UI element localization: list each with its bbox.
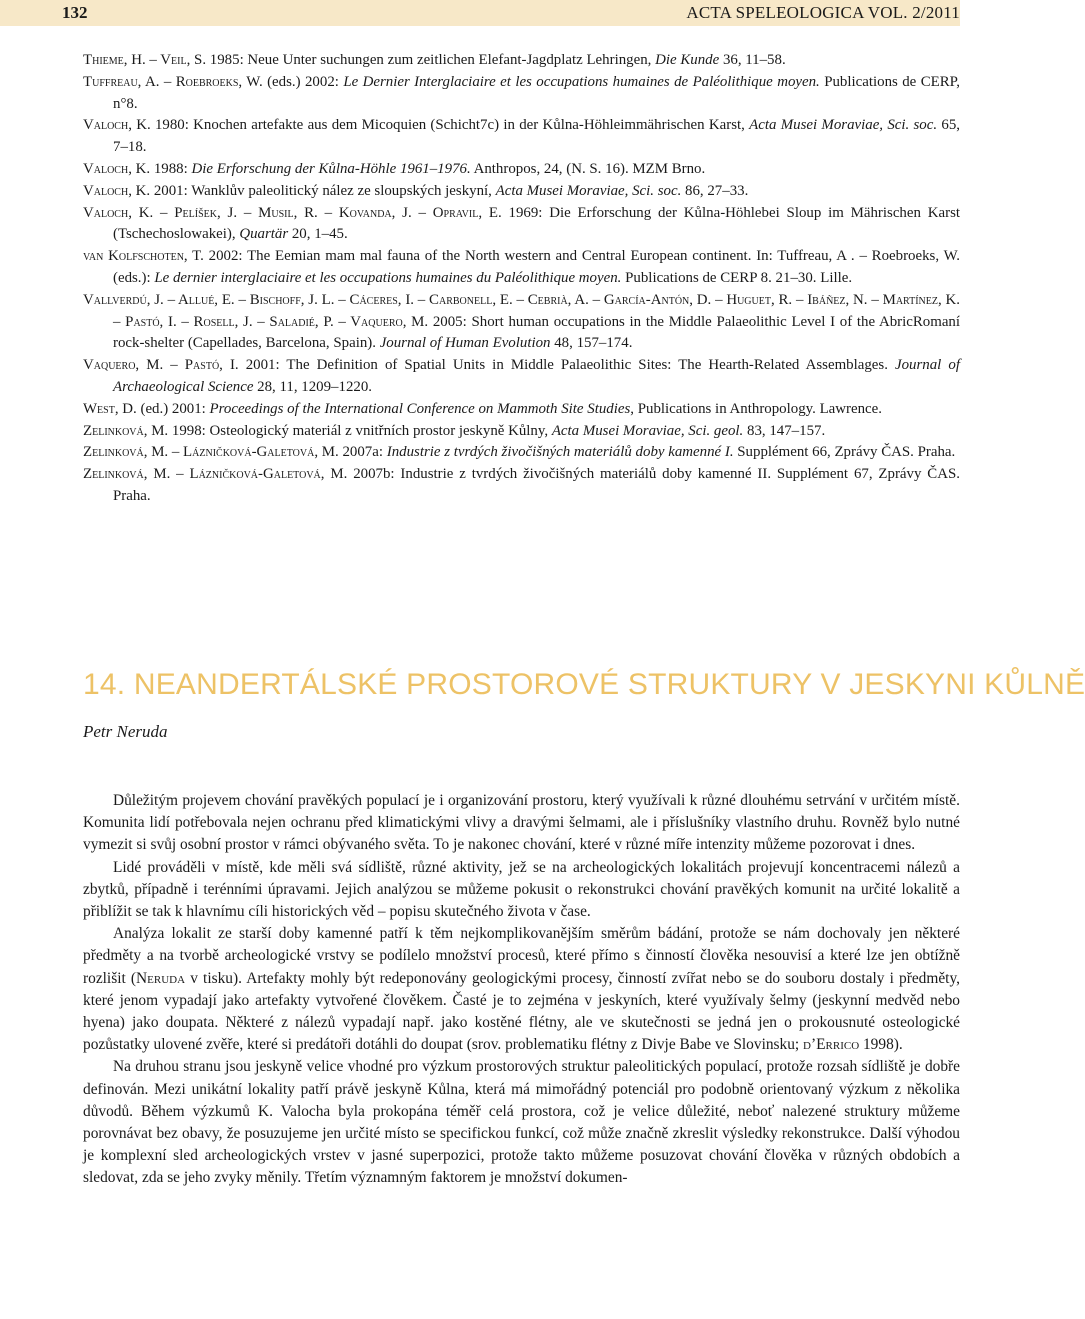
reference-item — [83, 246, 960, 290]
ref-authors: Zelinková, M. – Lázničková-Galetová, M. — [83, 466, 348, 483]
ref-text: (eds.) 2002: — [262, 73, 344, 90]
ref-text: 1969: Die Erforschung der Kůlna-Höhlebei Sloup im Mährischen Karst (Tschechoslowakei), — [113, 204, 960, 243]
reference-item — [83, 421, 960, 443]
ref-source: Die Erforschung der Kůlna-Höhle 1961–1976. — [191, 160, 471, 177]
body-text — [83, 790, 960, 1190]
paragraph — [83, 1056, 960, 1189]
paragraph-text: Důležitým projevem chování pravěkých populací je i organizování prostoru, který využívali k různé dlouhému setrvání v určitém místě. Komunita lidí potřebovala nejen ochranu před klimatickými vlivy a dravými šelmami, ale i příslušníky vlastního druhu. Rovněž bylo nutné vymezit si svůj osobní prostor v rámci obývaného světa. To je nakonec chování, které v různé míře intenzity můžeme pozorovat i dnes. — [83, 792, 960, 854]
paragraph — [83, 790, 960, 857]
ref-authors: Zelinková, M. — [83, 422, 169, 439]
reference-item — [83, 290, 960, 355]
ref-authors: Vaquero, M. – Pastó, I. — [83, 357, 239, 374]
ref-authors: West, D. — [83, 400, 137, 417]
paragraph-text: Analýza lokalit ze starší doby kamenné patří k těm nejkomplikovanějším směrům bádání, protože se nám dochovaly jen některé předměty a na tvorbě archeologické vrstvy se podílelo množství procesů, které přímo s činností člověka nesouvisí a které lze jen obtížně rozlišit ( — [83, 925, 960, 987]
ref-source: Die Kunde — [655, 52, 720, 68]
citation-author: d’Errico — [803, 1036, 860, 1054]
ref-authors: Valoch, K. — [83, 160, 151, 177]
ref-source: Quartär — [239, 226, 289, 243]
ref-authors: Thieme, H. – Veil, S. — [83, 52, 207, 68]
ref-text: 1998: Osteologický materiál z vnitřních prostor jeskyně Kůlny, — [168, 422, 552, 439]
ref-authors: van Kolfschoten, T. — [83, 248, 204, 265]
ref-source: Journal of Human Evolution — [379, 335, 551, 352]
ref-text: 86, 27–33. — [681, 182, 749, 199]
ref-text: 1988: — [150, 160, 192, 177]
ref-text: 2007b: Industrie z tvrdých živočišných materiálů doby kamenné II. Supplément 67, Zprávy ČAS. Praha. — [113, 466, 960, 504]
ref-text: 2005: Short human occupations in the Middle Palaeolithic Level I of the AbricRomaní rock-shelter (Capellades, Barcelona, Spain). — [113, 313, 961, 352]
ref-source: Acta Musei Moraviae, Sci. soc. — [495, 182, 682, 199]
ref-source: Le Dernier Interglaciaire et les occupations humaines de Paléolithique moyen. — [343, 73, 820, 90]
reference-item — [83, 159, 960, 181]
ref-text: 83, 147–157. — [743, 422, 826, 439]
ref-source: Industrie z tvrdých živočišných materiálů doby kamenné I. — [386, 444, 734, 461]
paragraph — [83, 857, 960, 924]
ref-text: 1980: Knochen artefakte aus dem Micoquien (Schicht7c) in der Kůlna-Höhleimmährischen Karst, — [150, 117, 750, 134]
ref-source: Le dernier interglaciaire et les occupations humaines du Paléolithique moyen. — [154, 269, 622, 286]
reference-item — [83, 72, 960, 116]
author-name: Petr Neruda — [83, 722, 168, 741]
ref-text: Anthropos, 24, (N. S. 16). MZM Brno. — [470, 160, 706, 177]
reference-item — [83, 203, 960, 247]
ref-authors: Valoch, K. — [83, 117, 151, 134]
ref-text: 2001: Wanklův paleolitický nález ze sloupských jeskyní, — [150, 182, 496, 199]
ref-authors: Vallverdú, J. – Allué, E. – Bischoff, J. L. – Cáceres, I. – Carbonell, E. – Cebrià, A. – García-Antón, D. – Huguet, R. – Ibáñez, N. – Martínez, K. – Pastó, I. – Rosell, J. – Saladié, P. – Vaquero, M. — [83, 291, 960, 330]
paragraph-text: v tisku). Artefakty mohly být redeponovány geologickými procesy, činností zvířat nebo se do souboru dostaly i předměty, které jenom vypadají jako artefakty vytvořené člověkem. Časté je to zejména v jeskyních, které využívaly šelmy (jeskynní medvěd nebo hyena) jako doupata. Některé z nálezů vypadají např. jako kostěné flétny, ale ve skutečnosti se jedná jen o prokousnuté osteologické pozůstatky ulovené zvěře, které si predátoři dotáhli do doupat (srov. problematiku flétny z Divje Babe ve Slovinsku; — [83, 969, 960, 1054]
ref-text: 20, 1–45. — [288, 226, 348, 243]
journal-title: ACTA SPELEOLOGICA VOL. 2/2011 — [686, 3, 960, 22]
reference-item — [83, 464, 960, 508]
ref-text: 1985: Neue Unter suchungen zum zeitlichen Elefant-Jagdplatz Lehringen, — [206, 52, 656, 68]
ref-text: Supplément 66, Zprávy ČAS. Praha. — [733, 444, 956, 461]
ref-text: (ed.) 2001: — [136, 400, 210, 417]
reference-item — [83, 181, 960, 203]
ref-text: 2002: The Eemian mam mal fauna of the North western and Central European continent. In: Tuffreau, A . – Roebroeks, W. (eds.): — [113, 248, 960, 286]
ref-text: 28, 11, 1209–1220. — [253, 378, 373, 395]
ref-text: 2007a: — [338, 444, 387, 461]
ref-text: Publications de CERP 8. 21–30. Lille. — [621, 269, 853, 286]
ref-text: 2001: The Definition of Spatial Units in Middle Palaeolithic Sites: The Hearth-Related Assemblages. — [238, 357, 895, 374]
ref-authors: Zelinková, M. – Lázničková-Galetová, M. — [83, 444, 339, 461]
citation-author: Neruda — [136, 969, 186, 987]
reference-item — [83, 115, 960, 159]
ref-text: 48, 157–174. — [550, 335, 633, 352]
reference-item — [83, 355, 960, 399]
running-header — [0, 0, 960, 26]
paragraph-text: Lidé prováděli v místě, kde měli svá sídliště, různé aktivity, jež se na archeologických lokalitách projevují koncentracemi nálezů a zbytků, případně i terénními úpravami. Jejich analýzou se můžeme pokusit o rekonstrukci chování pravěkých komunit na určité lokalitě a přiblížit se tak k hlavnímu cíli historických věd – popisu skutečného života v čase. — [83, 858, 960, 921]
reference-list — [83, 50, 960, 508]
ref-text: , Publications in Anthropology. Lawrence. — [630, 400, 882, 417]
ref-text: Publications de CERP, n°8. — [113, 73, 961, 112]
ref-authors: Valoch, K. — [83, 182, 151, 199]
ref-authors: Valoch, K. – Pelíšek, J. – Musil, R. – Kovanda, J. – Opravil, E. — [83, 204, 502, 221]
ref-source: Acta Musei Moraviae, Sci. geol. — [551, 422, 744, 439]
ref-source: Acta Musei Moraviae, Sci. soc. — [749, 117, 938, 134]
ref-text: 65, 7–18. — [113, 117, 960, 156]
section-title: 14. NEANDERTÁLSKÉ PROSTOROVÉ STRUKTURY V JESKYNI KŮLNĚ — [83, 668, 1085, 701]
reference-item — [83, 399, 960, 421]
reference-item — [83, 50, 960, 72]
paragraph-text: 1998). — [859, 1036, 903, 1054]
ref-source: Journal of Archaeological Science — [113, 357, 960, 395]
ref-authors: Tuffreau, A. – Roebroeks, W. — [83, 73, 263, 90]
ref-text: 36, 11–58. — [719, 52, 786, 68]
paragraph — [83, 923, 960, 1056]
ref-source: Proceedings of the International Conference on Mammoth Site Studies — [209, 400, 631, 417]
paragraph-text: Na druhou stranu jsou jeskyně velice vhodné pro výzkum prostorových struktur paleolitických populací, protože rozsah sídliště je dobře definován. Mezi unikátní lokality patří právě jeskyně Kůlna, která má mimořádný potenciál pro podobně orientovaný výzkum z několika důvodů. Během výzkumů K. Valocha byla prokopána téměř celá prostora, což je velice důležité, neboť nalezené struktury můžeme porovnávat bez obavy, že posuzujeme jen určité místo se specifickou funkcí, což může značně zkreslit výsledky rekonstrukce. Další výhodou je komplexní sled archeologických vrstev v jasné superpozici, protože takto můžeme posuzovat chování člověka v různých obdobích a sledovat, zda se jeho zvyky měnily. Třetím významným faktorem je množství dokumen- — [83, 1058, 960, 1187]
page-number: 132 — [62, 3, 88, 22]
reference-item — [83, 442, 960, 464]
